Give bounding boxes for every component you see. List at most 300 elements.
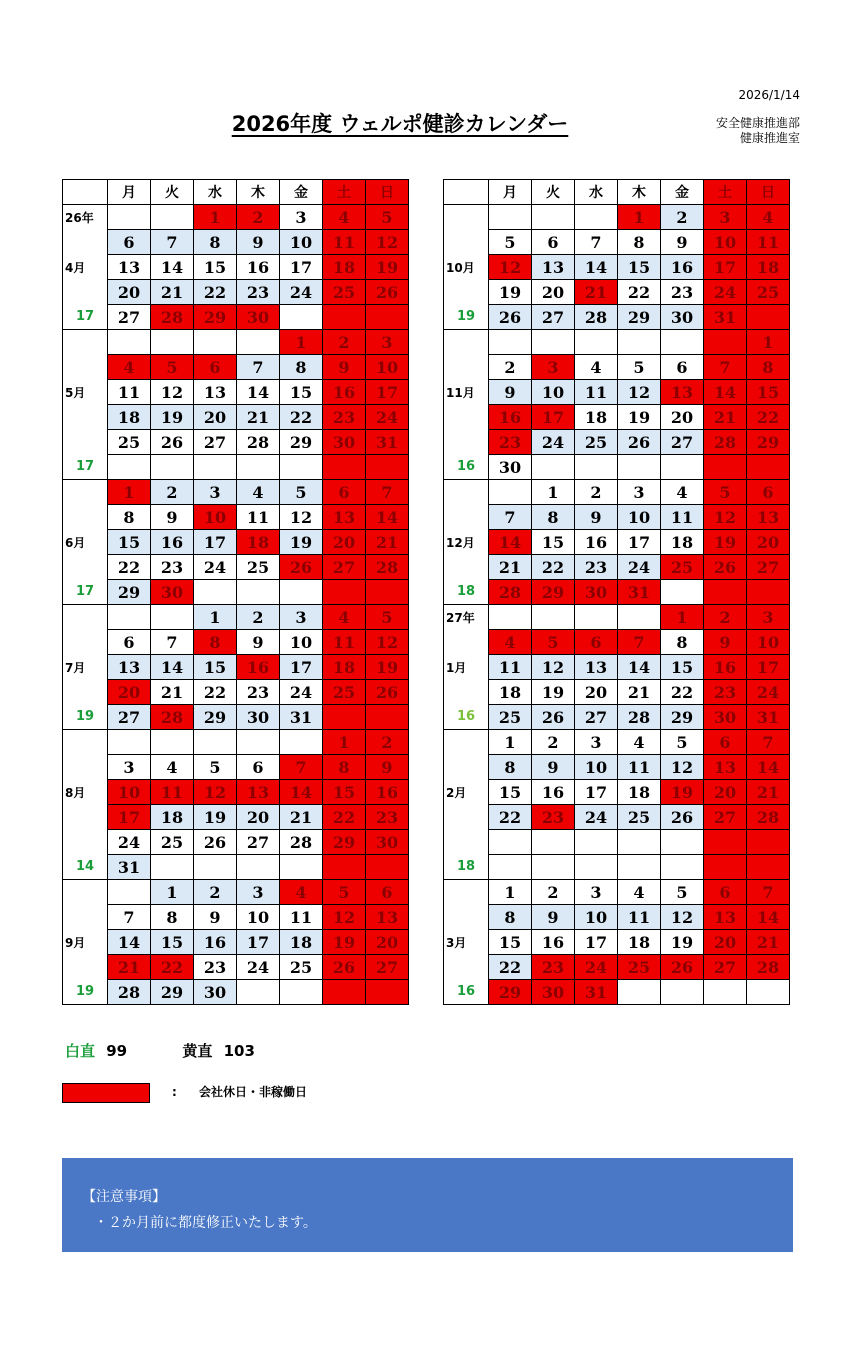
day-cell: 27	[323, 555, 366, 580]
day-cell: 21	[489, 555, 532, 580]
day-cell: 6	[237, 755, 280, 780]
month-label-blank	[444, 880, 489, 905]
day-cell: 17	[108, 805, 151, 830]
month-count: 14	[63, 855, 108, 880]
day-cell: 19	[323, 930, 366, 955]
day-cell: 24	[280, 280, 323, 305]
month-label-blank	[444, 755, 489, 780]
day-cell: 31	[575, 980, 618, 1005]
day-cell	[704, 830, 747, 855]
day-cell: 12	[366, 230, 409, 255]
day-cell: 15	[661, 655, 704, 680]
day-cell: 8	[108, 505, 151, 530]
day-cell: 30	[704, 705, 747, 730]
day-cell: 10	[366, 355, 409, 380]
day-cell	[489, 605, 532, 630]
month-label-blank	[444, 555, 489, 580]
day-cell: 21	[618, 680, 661, 705]
day-cell	[532, 205, 575, 230]
day-cell: 11	[618, 755, 661, 780]
day-cell: 8	[323, 755, 366, 780]
day-cell	[366, 580, 409, 605]
day-cell: 3	[108, 755, 151, 780]
day-cell: 3	[618, 480, 661, 505]
day-cell: 8	[194, 630, 237, 655]
weekday-header: 月	[489, 180, 532, 205]
day-cell	[618, 455, 661, 480]
header-blank	[444, 180, 489, 205]
day-cell: 14	[575, 255, 618, 280]
day-cell: 25	[575, 430, 618, 455]
day-cell: 3	[532, 355, 575, 380]
day-cell: 19	[280, 530, 323, 555]
day-cell	[575, 455, 618, 480]
day-cell: 2	[151, 480, 194, 505]
day-cell: 7	[366, 480, 409, 505]
note-heading: 【注意事項】	[82, 1189, 166, 1205]
day-cell	[661, 830, 704, 855]
day-cell: 29	[280, 430, 323, 455]
weekday-header: 土	[323, 180, 366, 205]
day-cell: 27	[108, 705, 151, 730]
month-label-blank	[444, 955, 489, 980]
day-cell	[323, 305, 366, 330]
day-cell: 20	[575, 680, 618, 705]
day-cell	[618, 605, 661, 630]
month-label-blank	[444, 730, 489, 755]
day-cell: 12	[151, 380, 194, 405]
day-cell: 17	[575, 780, 618, 805]
day-cell	[323, 980, 366, 1005]
day-cell: 27	[704, 955, 747, 980]
day-cell: 21	[575, 280, 618, 305]
note-line: ・２か月前に都度修正いたします。	[94, 1215, 317, 1231]
day-cell: 29	[489, 980, 532, 1005]
day-cell: 31	[108, 855, 151, 880]
day-cell: 16	[575, 530, 618, 555]
day-cell: 30	[237, 705, 280, 730]
day-cell: 5	[366, 605, 409, 630]
day-cell: 5	[489, 230, 532, 255]
day-cell	[575, 205, 618, 230]
day-cell: 16	[704, 655, 747, 680]
day-cell	[704, 330, 747, 355]
day-cell: 14	[366, 505, 409, 530]
day-cell: 22	[280, 405, 323, 430]
day-cell: 24	[575, 805, 618, 830]
day-cell	[108, 455, 151, 480]
day-cell: 22	[661, 680, 704, 705]
day-cell: 22	[194, 680, 237, 705]
day-cell: 9	[194, 905, 237, 930]
day-cell: 25	[151, 830, 194, 855]
day-cell: 23	[237, 680, 280, 705]
day-cell: 28	[747, 955, 790, 980]
month-label: 4月	[63, 255, 108, 280]
day-cell: 21	[237, 405, 280, 430]
day-cell: 16	[489, 405, 532, 430]
day-cell: 8	[489, 905, 532, 930]
weekday-header: 火	[151, 180, 194, 205]
day-cell: 5	[532, 630, 575, 655]
day-cell: 4	[618, 880, 661, 905]
day-cell: 24	[237, 955, 280, 980]
day-cell: 3	[280, 205, 323, 230]
day-cell: 26	[704, 555, 747, 580]
day-cell: 4	[747, 205, 790, 230]
weekday-header: 日	[747, 180, 790, 205]
day-cell: 1	[280, 330, 323, 355]
day-cell: 5	[151, 355, 194, 380]
day-cell: 11	[323, 230, 366, 255]
day-cell: 7	[489, 505, 532, 530]
day-cell	[532, 455, 575, 480]
day-cell	[366, 705, 409, 730]
day-cell: 1	[194, 605, 237, 630]
day-cell: 17	[366, 380, 409, 405]
day-cell	[661, 455, 704, 480]
department-line-2: 健康推進室	[739, 131, 800, 145]
day-cell: 1	[323, 730, 366, 755]
day-cell: 19	[661, 930, 704, 955]
day-cell: 31	[704, 305, 747, 330]
day-cell	[280, 305, 323, 330]
day-cell: 17	[575, 930, 618, 955]
day-cell: 26	[489, 305, 532, 330]
day-cell: 24	[704, 280, 747, 305]
day-cell: 10	[575, 755, 618, 780]
day-cell: 25	[618, 805, 661, 830]
month-count: 18	[444, 580, 489, 605]
day-cell: 5	[704, 480, 747, 505]
day-cell: 7	[575, 230, 618, 255]
day-cell: 30	[532, 980, 575, 1005]
day-cell: 24	[194, 555, 237, 580]
day-cell: 23	[323, 405, 366, 430]
day-cell: 12	[280, 505, 323, 530]
day-cell: 15	[747, 380, 790, 405]
day-cell: 25	[489, 705, 532, 730]
totals	[65, 1040, 255, 1061]
month-label-blank	[444, 330, 489, 355]
day-cell: 19	[366, 655, 409, 680]
month-count: 16	[444, 705, 489, 730]
day-cell: 22	[489, 805, 532, 830]
day-cell	[151, 330, 194, 355]
day-cell: 5	[366, 205, 409, 230]
day-cell: 1	[489, 730, 532, 755]
day-cell: 15	[489, 930, 532, 955]
day-cell: 6	[575, 630, 618, 655]
weekday-header: 水	[194, 180, 237, 205]
day-cell: 30	[366, 830, 409, 855]
day-cell: 27	[532, 305, 575, 330]
day-cell: 8	[489, 755, 532, 780]
month-count: 19	[63, 705, 108, 730]
day-cell: 4	[108, 355, 151, 380]
day-cell: 13	[323, 505, 366, 530]
day-cell: 15	[280, 380, 323, 405]
day-cell: 9	[532, 755, 575, 780]
day-cell: 12	[532, 655, 575, 680]
day-cell: 2	[704, 605, 747, 630]
day-cell: 29	[194, 705, 237, 730]
day-cell: 20	[704, 780, 747, 805]
day-cell: 26	[618, 430, 661, 455]
month-label-blank	[63, 480, 108, 505]
day-cell: 8	[532, 505, 575, 530]
day-cell: 30	[194, 980, 237, 1005]
day-cell: 11	[237, 505, 280, 530]
day-cell: 6	[532, 230, 575, 255]
day-cell: 13	[575, 655, 618, 680]
day-cell	[194, 580, 237, 605]
day-cell: 13	[108, 255, 151, 280]
day-cell: 9	[489, 380, 532, 405]
month-label-blank	[444, 405, 489, 430]
day-cell: 11	[575, 380, 618, 405]
day-cell: 9	[237, 230, 280, 255]
day-cell: 25	[237, 555, 280, 580]
day-cell: 30	[489, 455, 532, 480]
day-cell: 28	[575, 305, 618, 330]
day-cell: 2	[366, 730, 409, 755]
day-cell: 14	[704, 380, 747, 405]
day-cell: 25	[323, 280, 366, 305]
day-cell: 27	[366, 955, 409, 980]
day-cell: 17	[237, 930, 280, 955]
month-label: 1月	[444, 655, 489, 680]
day-cell: 28	[280, 830, 323, 855]
day-cell: 30	[575, 580, 618, 605]
day-cell: 9	[575, 505, 618, 530]
year-label: 26年	[63, 205, 108, 230]
day-cell: 20	[532, 280, 575, 305]
day-cell: 23	[151, 555, 194, 580]
month-count: 19	[63, 980, 108, 1005]
day-cell	[532, 330, 575, 355]
day-cell: 31	[618, 580, 661, 605]
day-cell: 2	[489, 355, 532, 380]
day-cell: 3	[366, 330, 409, 355]
day-cell: 15	[194, 255, 237, 280]
day-cell: 21	[747, 930, 790, 955]
day-cell: 4	[323, 605, 366, 630]
day-cell: 17	[194, 530, 237, 555]
day-cell: 4	[237, 480, 280, 505]
day-cell: 7	[747, 880, 790, 905]
day-cell: 23	[489, 430, 532, 455]
day-cell	[323, 580, 366, 605]
day-cell: 31	[366, 430, 409, 455]
day-cell: 21	[108, 955, 151, 980]
month-label-blank	[444, 905, 489, 930]
month-label: 8月	[63, 780, 108, 805]
month-label-blank	[63, 905, 108, 930]
day-cell: 9	[151, 505, 194, 530]
department	[670, 116, 800, 146]
day-cell: 15	[532, 530, 575, 555]
day-cell: 1	[661, 605, 704, 630]
day-cell: 5	[194, 755, 237, 780]
day-cell: 17	[747, 655, 790, 680]
month-label-blank	[63, 230, 108, 255]
month-label-blank	[63, 830, 108, 855]
day-cell: 21	[366, 530, 409, 555]
day-cell	[704, 980, 747, 1005]
day-cell: 2	[237, 605, 280, 630]
day-cell	[108, 205, 151, 230]
month-label-blank	[444, 505, 489, 530]
day-cell: 19	[618, 405, 661, 430]
month-label-blank	[444, 280, 489, 305]
day-cell: 28	[704, 430, 747, 455]
month-label-blank	[444, 205, 489, 230]
white-value: 99	[106, 1042, 128, 1060]
day-cell: 12	[489, 255, 532, 280]
day-cell: 14	[747, 755, 790, 780]
month-label-blank	[63, 880, 108, 905]
day-cell: 8	[747, 355, 790, 380]
day-cell: 29	[151, 980, 194, 1005]
day-cell	[489, 855, 532, 880]
month-label-blank	[63, 355, 108, 380]
month-label: 7月	[63, 655, 108, 680]
day-cell	[280, 580, 323, 605]
day-cell: 27	[704, 805, 747, 830]
day-cell: 8	[280, 355, 323, 380]
day-cell	[280, 980, 323, 1005]
day-cell: 2	[323, 330, 366, 355]
day-cell: 31	[280, 705, 323, 730]
day-cell: 6	[704, 880, 747, 905]
day-cell: 27	[108, 305, 151, 330]
day-cell: 30	[151, 580, 194, 605]
month-label-blank	[63, 805, 108, 830]
day-cell	[704, 580, 747, 605]
day-cell: 14	[151, 655, 194, 680]
day-cell: 8	[194, 230, 237, 255]
day-cell	[532, 855, 575, 880]
day-cell	[704, 455, 747, 480]
department-line-1: 安全健康推進部	[715, 116, 800, 130]
day-cell: 17	[280, 655, 323, 680]
month-label: 9月	[63, 930, 108, 955]
day-cell: 21	[747, 780, 790, 805]
day-cell: 19	[704, 530, 747, 555]
header-blank	[63, 180, 108, 205]
month-label: 3月	[444, 930, 489, 955]
day-cell: 16	[532, 780, 575, 805]
day-cell: 30	[237, 305, 280, 330]
day-cell	[575, 830, 618, 855]
day-cell: 14	[237, 380, 280, 405]
day-cell: 24	[366, 405, 409, 430]
day-cell	[194, 455, 237, 480]
day-cell: 22	[532, 555, 575, 580]
day-cell	[575, 855, 618, 880]
month-label-blank	[63, 680, 108, 705]
yellow-value: 103	[223, 1042, 255, 1060]
day-cell: 29	[747, 430, 790, 455]
day-cell: 16	[237, 655, 280, 680]
day-cell: 18	[108, 405, 151, 430]
day-cell	[151, 455, 194, 480]
month-label-blank	[63, 505, 108, 530]
day-cell: 7	[151, 630, 194, 655]
day-cell: 11	[323, 630, 366, 655]
day-cell: 17	[280, 255, 323, 280]
day-cell: 16	[237, 255, 280, 280]
day-cell: 6	[747, 480, 790, 505]
day-cell: 13	[661, 380, 704, 405]
day-cell: 2	[532, 730, 575, 755]
calendar-right	[443, 179, 790, 1005]
day-cell: 21	[151, 680, 194, 705]
day-cell: 10	[575, 905, 618, 930]
day-cell: 1	[194, 205, 237, 230]
day-cell: 18	[747, 255, 790, 280]
day-cell	[280, 855, 323, 880]
day-cell: 16	[151, 530, 194, 555]
day-cell: 18	[618, 930, 661, 955]
day-cell	[237, 580, 280, 605]
weekday-header: 月	[108, 180, 151, 205]
day-cell: 7	[151, 230, 194, 255]
day-cell	[618, 830, 661, 855]
legend-label: 会社休日・非稼働日	[199, 1085, 308, 1099]
month-label: 5月	[63, 380, 108, 405]
day-cell: 24	[747, 680, 790, 705]
yellow-label: 黄直	[182, 1042, 213, 1060]
day-cell: 20	[366, 930, 409, 955]
day-cell: 27	[575, 705, 618, 730]
day-cell: 21	[280, 805, 323, 830]
day-cell: 14	[280, 780, 323, 805]
day-cell: 1	[108, 480, 151, 505]
day-cell	[151, 205, 194, 230]
day-cell	[151, 730, 194, 755]
day-cell: 7	[747, 730, 790, 755]
day-cell	[194, 330, 237, 355]
day-cell: 24	[108, 830, 151, 855]
day-cell: 4	[661, 480, 704, 505]
weekday-header: 日	[366, 180, 409, 205]
day-cell	[151, 605, 194, 630]
day-cell	[618, 855, 661, 880]
day-cell: 16	[194, 930, 237, 955]
day-cell: 28	[747, 805, 790, 830]
day-cell	[747, 305, 790, 330]
day-cell	[108, 730, 151, 755]
day-cell: 8	[661, 630, 704, 655]
day-cell: 24	[575, 955, 618, 980]
day-cell: 11	[151, 780, 194, 805]
day-cell: 16	[366, 780, 409, 805]
day-cell: 4	[280, 880, 323, 905]
day-cell: 18	[280, 930, 323, 955]
day-cell: 20	[704, 930, 747, 955]
month-label: 11月	[444, 380, 489, 405]
day-cell: 23	[366, 805, 409, 830]
day-cell	[747, 455, 790, 480]
weekday-header: 木	[237, 180, 280, 205]
day-cell: 26	[194, 830, 237, 855]
day-cell: 16	[532, 930, 575, 955]
day-cell: 17	[618, 530, 661, 555]
day-cell: 20	[323, 530, 366, 555]
day-cell: 4	[151, 755, 194, 780]
